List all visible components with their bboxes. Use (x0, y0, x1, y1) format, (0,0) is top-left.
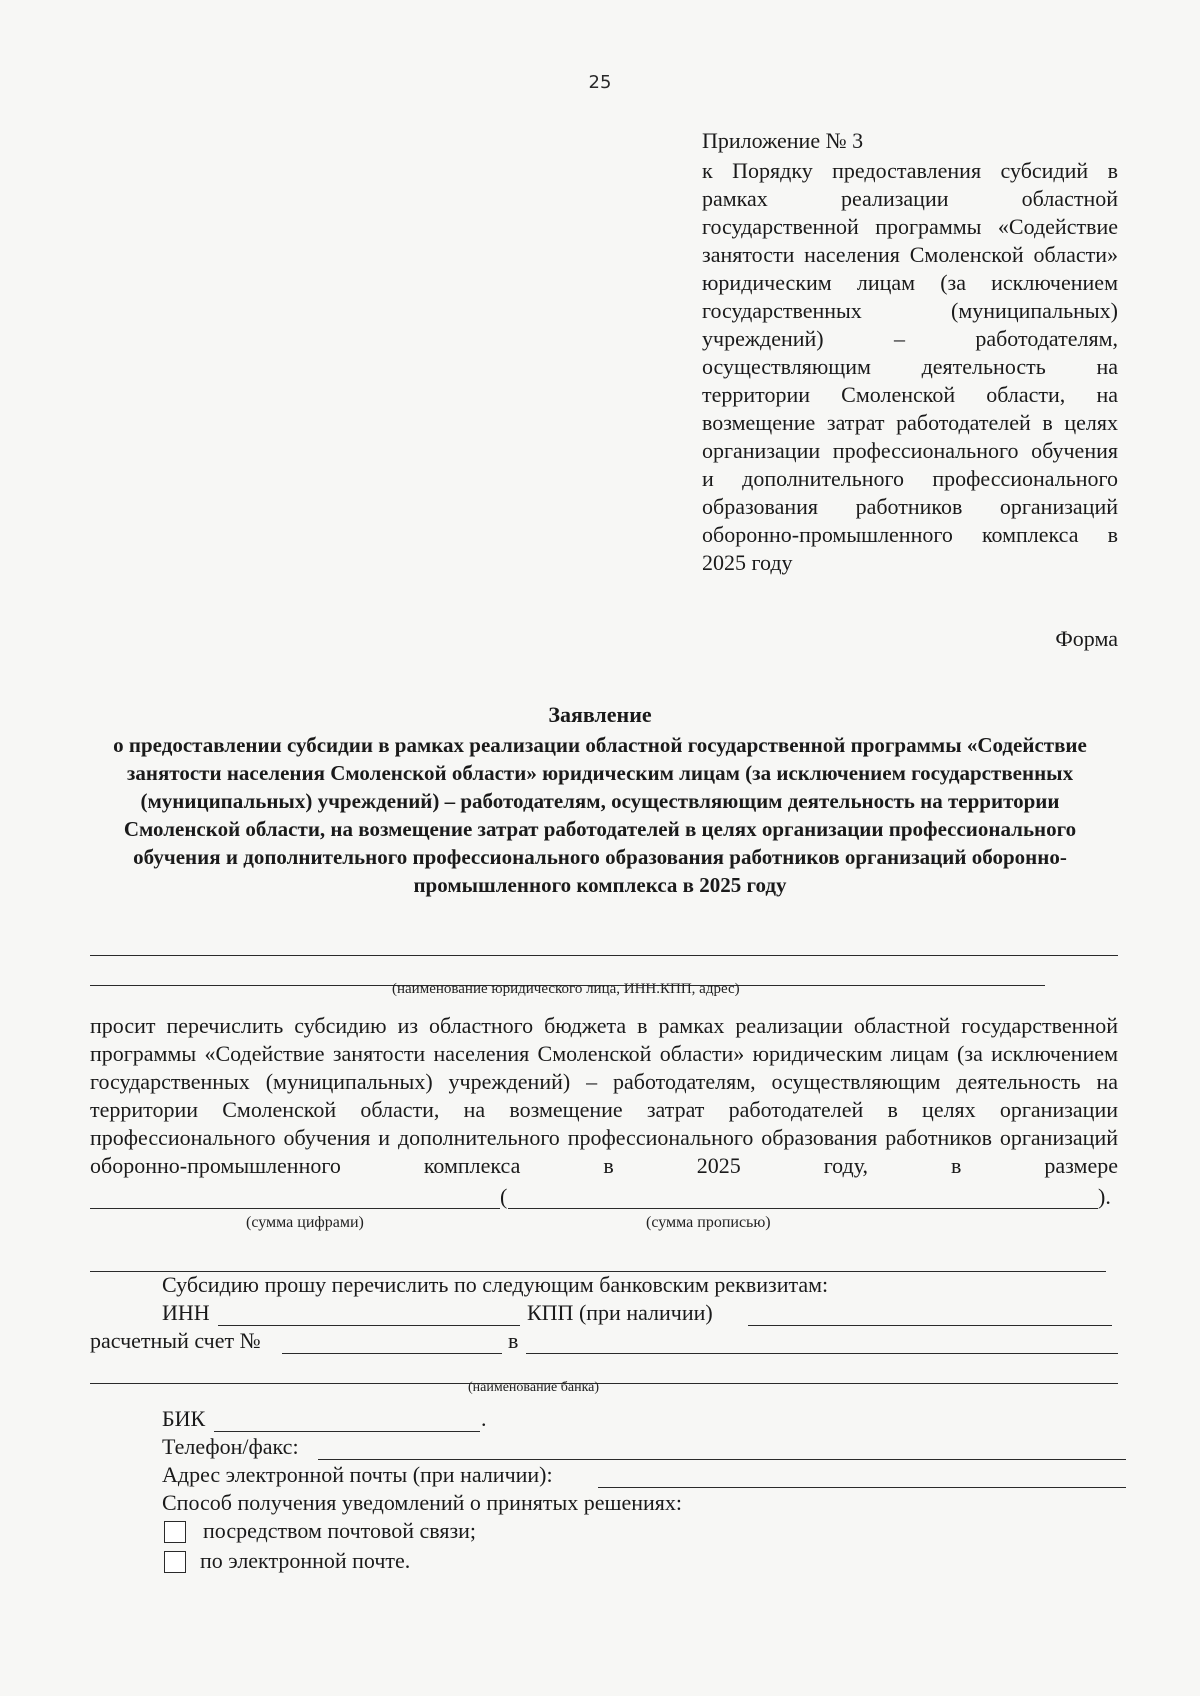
bik-end: . (481, 1406, 487, 1431)
amount-close-paren: ). (1098, 1184, 1111, 1209)
account-field[interactable] (282, 1328, 502, 1354)
kpp-label: КПП (при наличии) (527, 1300, 713, 1325)
page-number: 25 (588, 72, 612, 93)
notify-post-label: посредством почтовой связи; (203, 1518, 477, 1543)
applicant-name-field-line1[interactable] (90, 930, 1118, 956)
amount-digits-caption: (сумма цифрами) (246, 1214, 364, 1231)
extra-field-line[interactable] (90, 1246, 1106, 1272)
notify-email-checkbox[interactable] (164, 1551, 186, 1573)
request-text: просит перечислить субсидию из областного бюджета в рамках реализации областной государственной программы «Содействие занятости населения Смоленской области» юридическим лицам (за исключением государственных (муниципальных) учреждений) – работодателям, осуществляющим деятельность на территории Смоленской области, на возмещение затрат работодателей в целях организации профессионального обучения и дополнительного профессионального образования работников организаций оборонно-промышленного комплекса в 2025 году, в размере (90, 1013, 1118, 1178)
bank-name-caption: (наименование банка) (468, 1380, 600, 1395)
notify-label: Способ получения уведомлений о принятых решениях: (162, 1490, 682, 1515)
kpp-field[interactable] (748, 1300, 1112, 1326)
amount-digits-field[interactable] (90, 1183, 500, 1209)
inn-label: ИНН (162, 1300, 210, 1325)
amount-open-paren: ( (500, 1184, 508, 1209)
document-title: Заявление (548, 702, 652, 727)
bank-intro: Субсидию прошу перечислить по следующим банковским реквизитам: (162, 1272, 829, 1297)
bik-label: БИК (162, 1406, 206, 1431)
bik-field[interactable] (214, 1406, 480, 1432)
amount-words-caption: (сумма прописью) (646, 1214, 771, 1231)
phone-label: Телефон/факс: (162, 1434, 299, 1459)
phone-field[interactable] (318, 1434, 1126, 1460)
bank-name-field[interactable] (526, 1328, 1118, 1354)
appendix-text: к Порядку предоставления субсидий в рамках реализации областной государственной программы «Содействие занятости населения Смоленской области» юридическим лицам (за исключением государственных (муниципальных) учреждений) – работодателям, осуществляющим деятельность на территории Смоленской области, на возмещение затрат работодателей в целях организации профессионального обучения и дополнительного профессионального образования работников организаций оборонно-промышленного комплекса в 2025 году (702, 158, 1118, 575)
bank-name-field-line2[interactable] (90, 1358, 1118, 1384)
appendix-title: Приложение № 3 (702, 128, 864, 153)
amount-words-field[interactable] (508, 1183, 1098, 1209)
applicant-caption: (наименование юридического лица, ИНН.КПП, адрес) (392, 981, 740, 997)
notify-post-checkbox[interactable] (164, 1521, 186, 1543)
notify-email-label: по электронной почте. (200, 1548, 411, 1573)
in-label: в (508, 1328, 519, 1353)
form-label: Форма (1055, 626, 1118, 651)
email-field[interactable] (598, 1462, 1126, 1488)
inn-field[interactable] (218, 1300, 520, 1326)
email-label: Адрес электронной почты (при наличии): (162, 1462, 553, 1487)
account-label: расчетный счет № (90, 1328, 261, 1353)
document-subtitle: о предоставлении субсидии в рамках реализации областной государственной программы «Содействие занятости населения Смоленской области» юридическим лицам (за исключением государственных (муниципальных) учреждений) – работодателям, осуществляющим деятельность на территории Смоленской области, на возмещение затрат работодателей в целях организации профессионального обучения и дополнительного профессионального образования работников организаций оборонно-промышленного комплекса в 2025 году (113, 733, 1087, 897)
